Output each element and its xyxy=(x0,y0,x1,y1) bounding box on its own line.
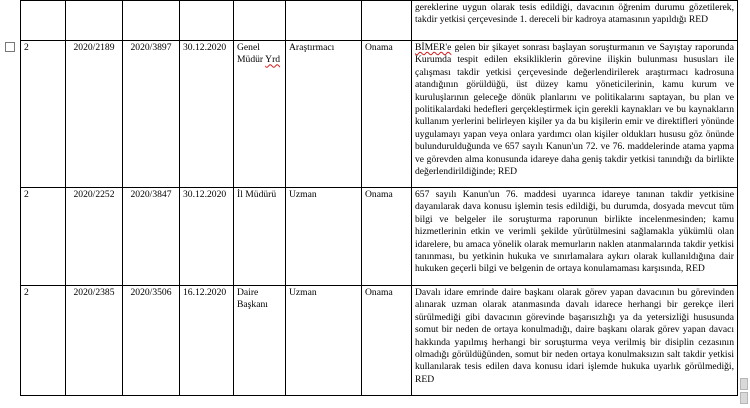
sonuc-cell xyxy=(362,1,412,41)
aciklama-text: gelen bir şikayet sonrası başlayan soruşturmanın ve Sayıştay raporunda Kurumda tespit edilen eksikliklerin görevine ilişkin bulunması hususları ile çalışması takdir yetkisi çerçevesinde değerlendirilerek araştırmacı kadrosuna atandığının görüldüğü, üst düzey kamu yöneticilerinin, kamu kurum ve kuruluşlarının geleceğe dönük planlarını ve politikalarını saptayan, bu plan ve politikalardaki hedefleri gerçekleştirmek için gerekli kaynakları ve bu kaynakların kullanım yerlerini belirleyen kişiler ya da bu kişilerin emir ve direktifleri yönünde uygulamayı yapan veya onlara yardımcı olan kişiler oldukları hususu göz önünde bulundurulduğunda ve 657 sayılı Kanun'un 72. ve 76. maddelerinde atama yapma ve görevden alma konusunda idareye daha geniş takdir yetkisi tanındığı da birlikte değerlendirildiğinde; RED xyxy=(415,42,734,178)
sira-cell: 2 xyxy=(21,286,66,396)
table-resize-handle-icon[interactable] xyxy=(740,392,748,404)
karar-tarihi-cell: 16.12.2020 xyxy=(180,286,234,396)
karar-tarihi-cell: 30.12.2020 xyxy=(180,41,234,188)
karar-tarihi-cell: 30.12.2020 xyxy=(180,188,234,286)
unvan-text: Müdür xyxy=(237,54,264,66)
unvan-cell: İl Müdürü xyxy=(234,188,286,286)
karar-no-cell xyxy=(123,1,180,41)
esas-no-cell: 2020/2385 xyxy=(66,286,123,396)
atanilan-kadro-cell xyxy=(286,1,362,41)
karar-no-cell: 2020/3506 xyxy=(123,286,180,396)
atanilan-kadro-cell: Uzman xyxy=(286,188,362,286)
unvan-text: Başkanı xyxy=(237,299,268,311)
karar-tarihi-cell xyxy=(180,1,234,41)
aciklama-cell: Davalı idare emrinde daire başkanı olarak görev yapan davacının bu görevinden alınarak uzman olarak atanmasında davalı idarece herhangi bir gerekçe ileri sürülmediği gibi davacının görevinde başarısızlığı ya da yetersizliği hususunda somut bir neden de ortaya konulmadığı, daire başkanı olarak görev yapan davacı hakkında yapılmış herhangi bir soruşturma veya verilmiş bir disiplin cezasının olmadığı görüldüğünden, somut bir neden ortaya konulmaksızın salt takdir yetkisi kullanılarak tesis edilen dava konusu idari işlemde hukuka uyarlık görülmediği, RED xyxy=(412,286,738,396)
karar-no-cell: 2020/3897 xyxy=(123,41,180,188)
unvan-text: Daire xyxy=(237,287,259,298)
table-resize-handle-icon[interactable] xyxy=(740,378,748,390)
sira-cell: 2 xyxy=(21,188,66,286)
unvan-cell xyxy=(234,286,286,396)
unvan-text: Yrd xyxy=(265,54,281,66)
karar-no-cell: 2020/3847 xyxy=(123,188,180,286)
unvan-text: Genel xyxy=(237,42,260,53)
esas-no-cell xyxy=(66,1,123,41)
sira-cell: 2 xyxy=(21,41,66,188)
table-move-handle-icon[interactable] xyxy=(5,42,15,52)
esas-no-cell: 2020/2252 xyxy=(66,188,123,286)
table-row xyxy=(21,1,738,41)
sonuc-cell: Onama xyxy=(362,286,412,396)
aciklama-cell xyxy=(412,41,738,188)
aciklama-cell: gereklerine uygun olarak tesis edildiği, davacının öğrenim durumu gözetilerek, takdir yetkisi çerçevesinde 1. dereceli bir kadroya atamasının yapıldığı RED xyxy=(412,1,738,41)
table-row xyxy=(21,41,738,188)
table-row xyxy=(21,188,738,286)
atanilan-kadro-cell: Araştırmacı xyxy=(286,41,362,188)
unvan-cell xyxy=(234,41,286,188)
aciklama-text: BİMER'e xyxy=(415,42,452,53)
rulings-table xyxy=(20,0,738,396)
atanilan-kadro-cell: Uzman xyxy=(286,286,362,396)
sira-cell xyxy=(21,1,66,41)
unvan-cell xyxy=(234,1,286,41)
esas-no-cell: 2020/2189 xyxy=(66,41,123,188)
sonuc-cell: Onama xyxy=(362,188,412,286)
sonuc-cell: Onama xyxy=(362,41,412,188)
aciklama-cell: 657 sayılı Kanun'un 76. maddesi uyarınca idareye tanınan takdir yetkisine dayanılarak dava konusu işlemin tesis edildiği, bu durumda, dosyada mevcut tüm bilgi ve belgeler ile soruşturma raporunun birlikte incelenmesinden; kamu hizmetlerinin etkin ve verimli şekilde yürütülmesini sağlamakla yükümlü olan idarelere, bu amaca yönelik olarak memurların naklen atanmalarında takdir yetkisi tanınması, bu yetkinin hukuka ve sınırlamalara aykırı olarak kullanıldığına dair hukuken geçerli bilgi ve belgenin de ortaya konulamaması karşısında, RED xyxy=(412,188,738,286)
table-row xyxy=(21,286,738,396)
